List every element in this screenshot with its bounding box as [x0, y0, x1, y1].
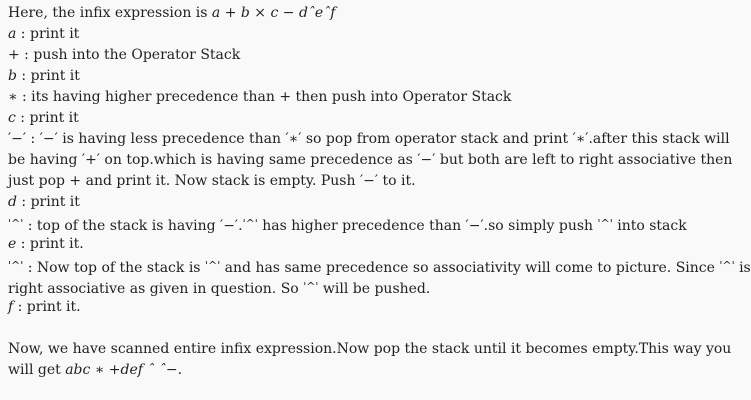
blank-line — [8, 318, 697, 339]
text-line — [8, 339, 732, 360]
math-expression: c — [8, 110, 16, 126]
operator-symbol: ′∗′ — [572, 131, 589, 147]
caret-symbol: '^' — [204, 259, 221, 272]
line-text: : push into the Operator Stack — [19, 47, 241, 63]
line-text: : Now top of the stack is — [23, 260, 205, 276]
math-expression: e — [8, 236, 17, 252]
line-text: then push into Operator Stack — [291, 89, 512, 105]
line-text: and print it. Now stack is empty. Push — [81, 173, 360, 189]
operator-symbol: ′−′ — [465, 218, 484, 234]
line-text: : its having higher precedence than — [17, 89, 280, 105]
math-expression: d — [8, 194, 17, 210]
text-line — [8, 66, 697, 87]
text-line — [8, 213, 697, 234]
line-text: will be pushed. — [318, 281, 431, 297]
operator-symbol: ′−′ — [8, 131, 27, 147]
line-text: : — [26, 131, 40, 147]
line-text: is — [734, 260, 751, 276]
line-text: . — [177, 362, 183, 378]
text-line — [8, 150, 733, 171]
line-text: : print it. — [16, 236, 84, 252]
text-line — [8, 255, 751, 276]
math-expression: f — [8, 299, 14, 315]
text-line — [8, 24, 697, 45]
line-text: : print it — [16, 26, 80, 42]
line-text: on top.which is having same precedence as — [99, 152, 418, 168]
line-text: : top of the stack is having — [23, 218, 221, 234]
line-text: will get — [8, 362, 66, 378]
line-text: has higher precedence than — [257, 218, 466, 234]
line-text: : print it — [16, 68, 80, 84]
caret-symbol: '^' — [8, 217, 24, 230]
text-line — [8, 45, 697, 66]
text-line — [8, 297, 697, 318]
text-line — [8, 3, 697, 24]
caret-symbol: '^' — [8, 259, 24, 272]
caret-symbol: '^' — [719, 259, 735, 272]
line-text: but both are left to right associative then — [435, 152, 733, 168]
line-text: and has same precedence so associativity will come to picture. Since — [220, 260, 720, 276]
line-text: : print it. — [13, 299, 81, 315]
math-expression: abc ∗ +def ˆ ˆ− — [65, 362, 178, 378]
text-line — [8, 87, 697, 108]
caret-symbol: '^' — [597, 217, 613, 230]
operator-symbol: ′−′ — [359, 173, 379, 189]
line-text: Now, we have scanned entire infix expression.Now pop the stack until it becomes empty.This way you — [8, 341, 732, 357]
operator-symbol: ′−′ — [417, 152, 436, 168]
operator-symbol: + — [69, 173, 82, 189]
line-text: : print it — [16, 194, 80, 210]
text-line — [8, 108, 697, 129]
line-text: just pop — [8, 173, 70, 189]
text-line — [8, 171, 697, 192]
text-line — [8, 276, 697, 297]
math-expression: a — [8, 26, 17, 42]
line-text: into stack — [612, 218, 687, 234]
text-line — [8, 192, 697, 213]
line-text: Here, the infix expression is — [8, 5, 212, 21]
text-line — [8, 234, 697, 255]
line-text: .after this stack will — [588, 131, 730, 147]
operator-symbol: ′+′ — [81, 152, 100, 168]
math-expression: a + b × c − dˆeˆf — [211, 5, 336, 21]
caret-symbol: '^' — [242, 217, 258, 230]
line-text: right associative as given in question. So — [8, 281, 304, 297]
line-text: . — [238, 218, 243, 234]
text-line — [8, 129, 730, 150]
line-text: : print it — [15, 110, 79, 126]
line-text: so pop from operator stack and print — [301, 131, 573, 147]
operator-symbol: + — [279, 89, 292, 105]
operator-symbol: ∗ — [8, 89, 18, 105]
text-line — [8, 360, 697, 381]
operator-symbol: ′∗′ — [285, 131, 302, 147]
operator-symbol: ′−′ — [39, 131, 58, 147]
math-expression: b — [8, 68, 17, 84]
line-text: .so simply push — [483, 218, 598, 234]
line-text: to it. — [378, 173, 416, 189]
operator-symbol: ′−′ — [220, 218, 239, 234]
operator-symbol: + — [8, 47, 20, 63]
caret-symbol: '^' — [303, 280, 319, 293]
line-text: is having less precedence than — [57, 131, 286, 147]
line-text: be having — [8, 152, 82, 168]
